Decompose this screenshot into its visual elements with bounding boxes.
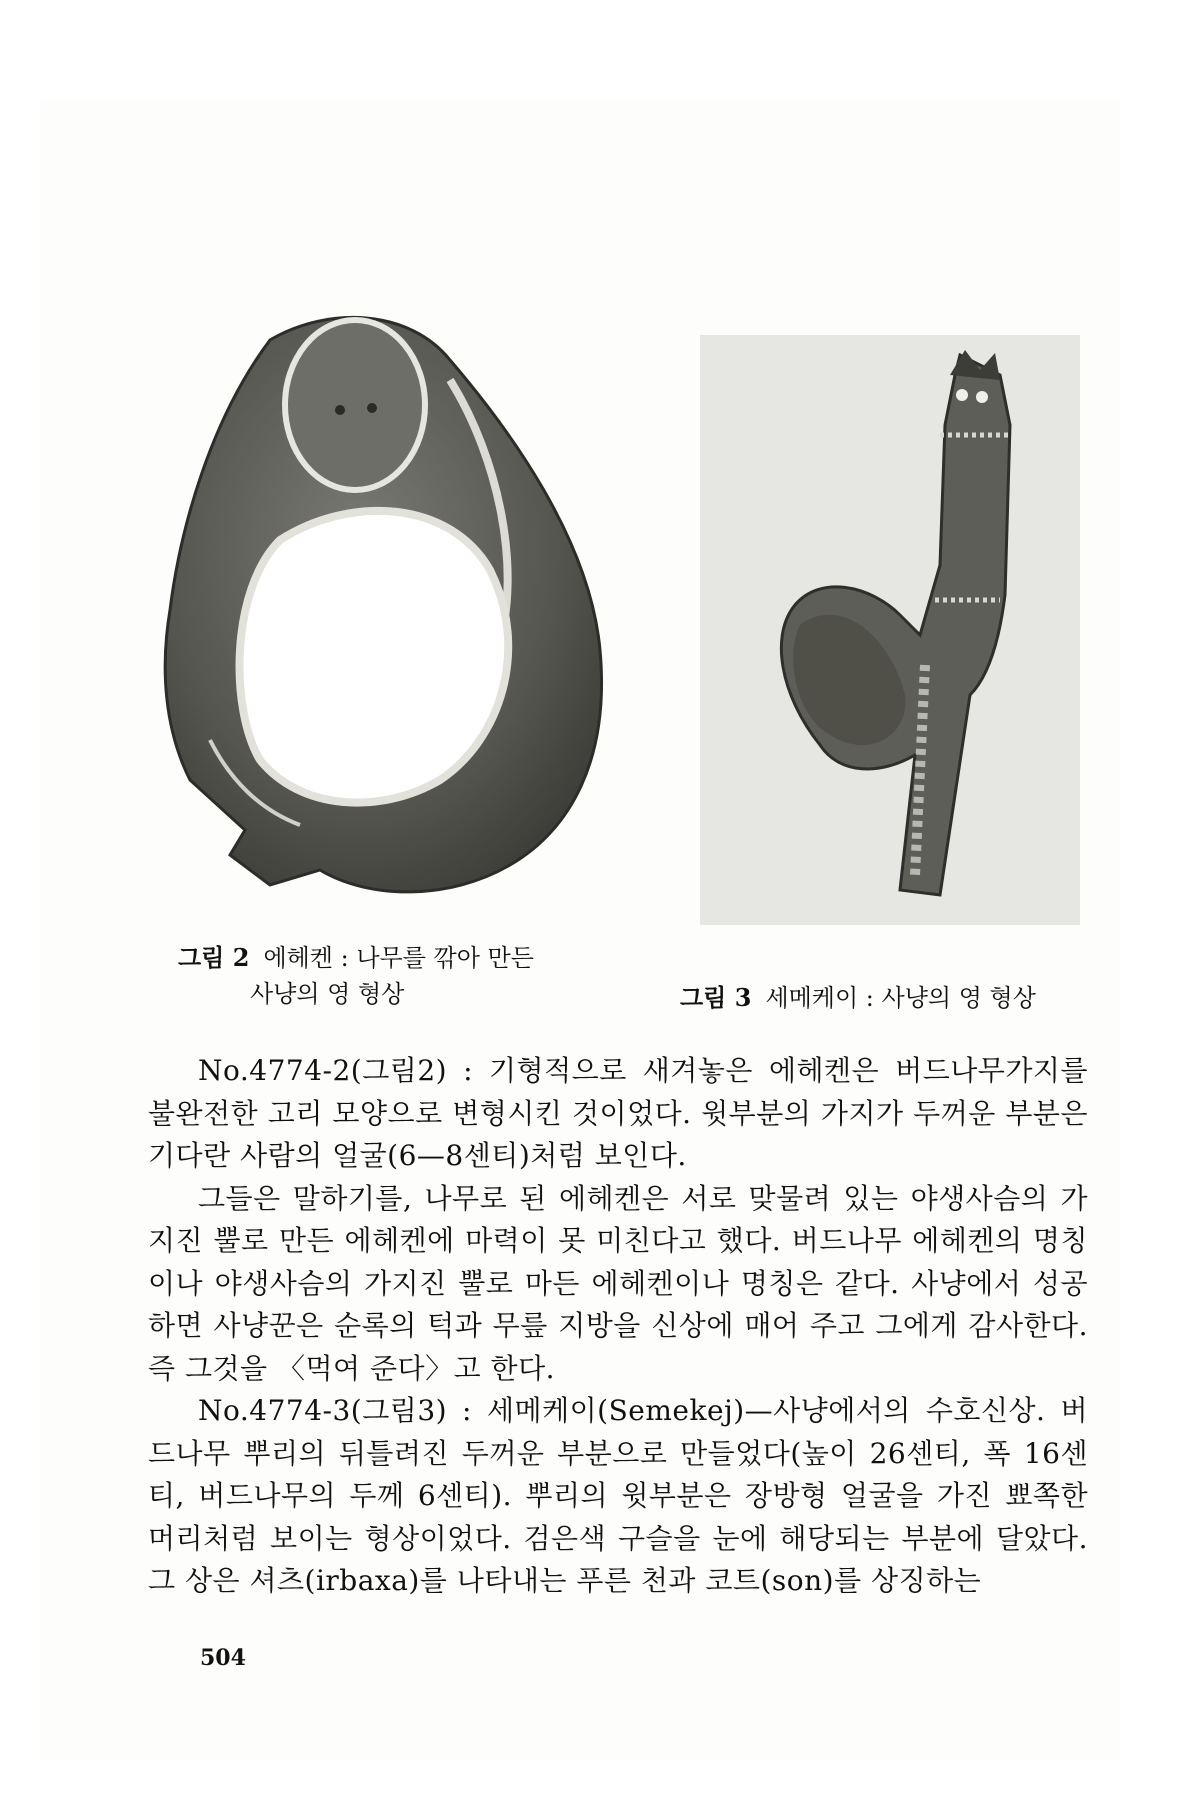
page-number: 504 (200, 1645, 246, 1671)
figure-2-caption (178, 940, 534, 976)
ring-opening (240, 511, 509, 803)
figure-2-label: 그림 2 (178, 943, 250, 972)
body-text (148, 1050, 1088, 1603)
figure-3-caption-text: 세메케이 : 사냥의 영 형상 (765, 984, 1036, 1012)
carved-face-oval (285, 320, 425, 490)
paragraph-2: 그들은 말하기를, 나무로 된 에헤켄은 서로 맞물려 있는 야생사슴의 가지진 뿔로 만든 에헤켄에 마력이 못 미친다고 했다. 버드나무 에헤켄의 명칭이나 야생사슴의 가지진 뿔로 마든 에헤켄이나 명칭은 같다. 사냥에서 성공하면 사냥꾼은 순록의 턱과 무릎 지방을 신상에 매어 주고 그에게 감사한다. 즉 그것을 〈먹여 준다〉고 한다. (148, 1181, 1088, 1385)
figure-2-caption-line2: 사냥의 영 형상 (250, 980, 405, 1008)
figure-2-photo (150, 310, 610, 910)
figure-3-label: 그림 3 (680, 983, 752, 1012)
figure-2-caption-line1: 에헤켄 : 나무를 깎아 만든 (263, 944, 534, 972)
paragraph-1: No.4774-2(그림2) : 기형적으로 새겨놓은 에헤켄은 버드나무가지를 불완전한 고리 모양으로 변형시킨 것이었다. 윗부분의 가지가 두꺼운 부분은 기다란 사람의 얼굴(6—8센티)처럼 보인다. (148, 1054, 1088, 1172)
figure-3-photo (700, 335, 1080, 925)
paragraph-3: No.4774-3(그림3) : 세메케이(Semekej)—사냥에서의 수호신상. 버드나무 뿌리의 뒤틀려진 두꺼운 부분으로 만들었다(높이 26센티, 폭 16센티, 버드나무의 두께 6센티). 뿌리의 윗부분은 장방형 얼굴을 가진 뾰쪽한 머리처럼 보이는 형상이었다. 검은색 구슬을 눈에 해당되는 부분에 달았다. 그 상은 셔츠(irbaxa)를 나타내는 푸른 천과 코트(son)를 상징하는 (148, 1394, 1088, 1597)
figure-3-caption (680, 980, 1036, 1016)
